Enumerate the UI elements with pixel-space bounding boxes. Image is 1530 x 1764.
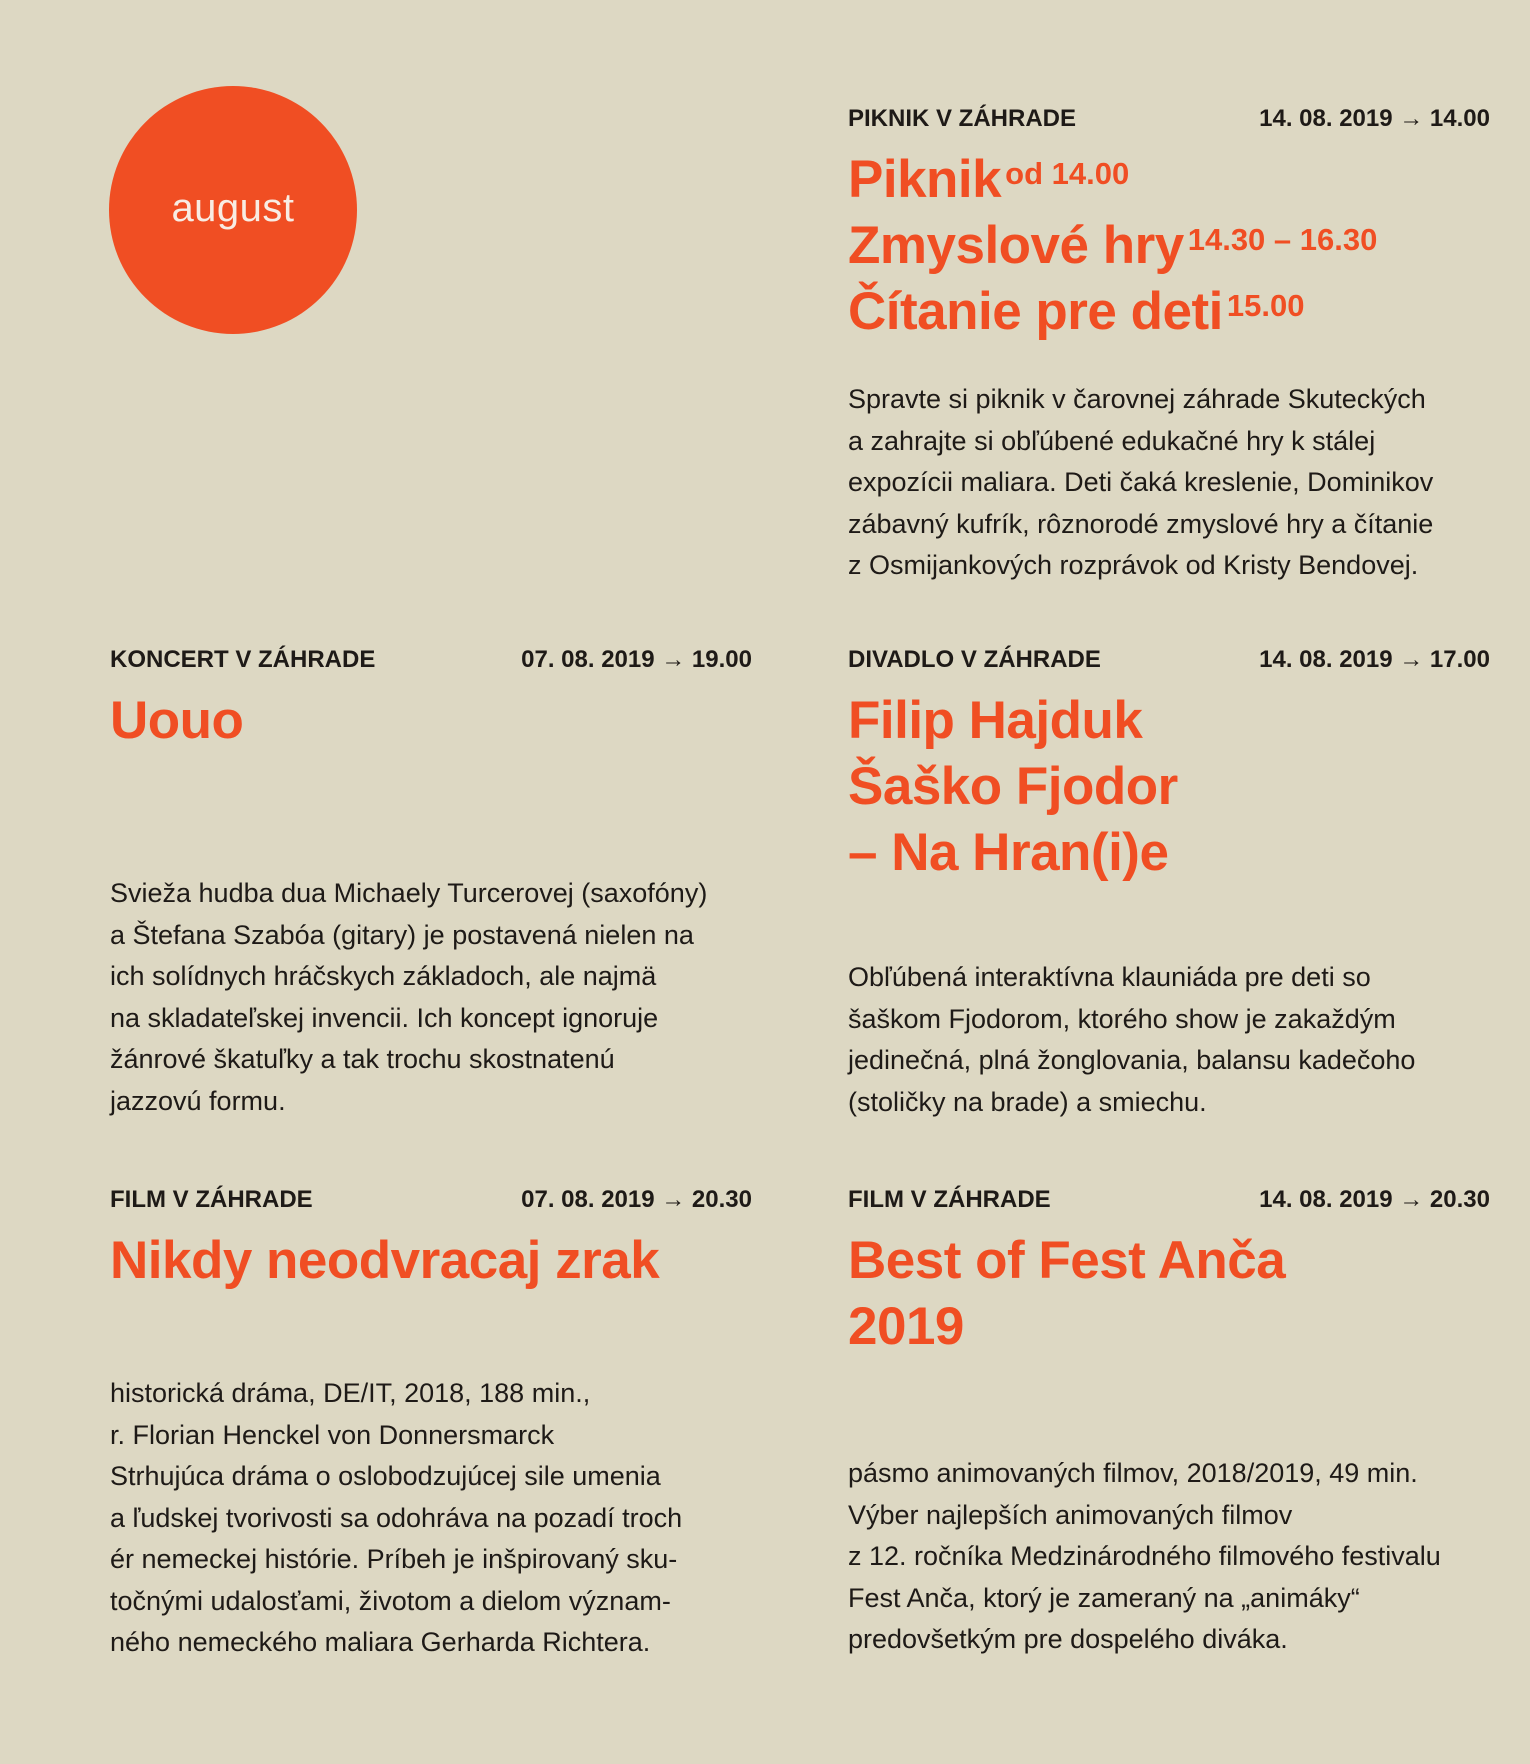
description-line: ér nemeckej histórie. Príbeh je inšpirovaný sku- [110, 1544, 678, 1574]
description-line: žánrové škatuľky a tak trochu skostnatenú [110, 1044, 615, 1074]
event-koncert [110, 643, 752, 1116]
description-line: ného nemeckého maliara Gerharda Richtera. [110, 1627, 651, 1657]
event-category: KONCERT V ZÁHRADE [110, 646, 376, 673]
event-title [848, 147, 1490, 345]
event-description [848, 1453, 1441, 1661]
event-title [848, 688, 1490, 886]
event-title [110, 688, 752, 754]
event-header [848, 102, 1490, 136]
description-line: Výber najlepších animovaných filmov [848, 1499, 1293, 1530]
event-category: PIKNIK V ZÁHRADE [848, 105, 1077, 132]
event-header [110, 643, 752, 677]
event-title [110, 1228, 752, 1294]
description-line: točnými udalosťami, životom a dielom význam- [110, 1585, 671, 1616]
title-line: Nikdy neodvracaj zrak [110, 1231, 660, 1290]
description-line: historická dráma, DE/IT, 2018, 188 min., [110, 1378, 591, 1408]
description-line: Strhujúca dráma o oslobodzujúcej sile umenia [110, 1461, 661, 1491]
event-description [848, 957, 1415, 1123]
event-date: 14. 08. 2019 → 14.00 [1259, 105, 1490, 132]
event-divadlo [848, 643, 1490, 1117]
event-date: 07. 08. 2019 → 20.30 [521, 1186, 752, 1213]
description-line: a ľudskej tvorivosti sa odohráva na pozadí troch [110, 1502, 683, 1533]
event-description [110, 1373, 682, 1664]
title-line: 2019 [848, 1297, 964, 1356]
title-text: Zmyslové hry [848, 216, 1184, 275]
description-line: z 12. ročníka Medzinárodného filmového festivalu [848, 1541, 1441, 1571]
event-category: FILM V ZÁHRADE [848, 1186, 1051, 1213]
description-line: a Štefana Szabóa (gitary) je postavená nielen na [110, 919, 694, 950]
description-line: z Osmijankových rozprávok od Kristy Bendovej. [848, 550, 1419, 580]
event-title [848, 1228, 1490, 1360]
description-line: Fest Anča, ktorý je zameraný na „animáky“ [848, 1582, 1360, 1613]
description-line: predovšetkým pre dospelého diváka. [848, 1624, 1288, 1654]
description-line: jedinečná, plná žonglovania, balansu kadečoho [848, 1045, 1416, 1075]
month-badge [109, 86, 357, 334]
title-line: – Na Hran(i)e [848, 823, 1169, 882]
description-line: pásmo animovaných filmov, 2018/2019, 49 min. [848, 1458, 1418, 1488]
description-line: a zahrajte si obľúbené edukačné hry k stálej [848, 425, 1376, 456]
title-line [848, 279, 1490, 345]
title-line [848, 147, 1490, 213]
event-category: FILM V ZÁHRADE [110, 1186, 313, 1213]
description-line: (stoličky na brade) a smiechu. [848, 1086, 1207, 1117]
event-film-nikdy-neodvracaj-zrak [110, 1183, 752, 1657]
title-line [848, 213, 1490, 279]
description-line: šaškom Fjodorom, ktorého show je zakaždým [848, 1003, 1396, 1034]
event-header [110, 1183, 752, 1217]
description-line: ich solídnych hráčskych základoch, ale najmä [110, 961, 657, 991]
title-text: Piknik [848, 150, 1002, 209]
event-header [848, 643, 1490, 677]
event-category: DIVADLO V ZÁHRADE [848, 646, 1101, 673]
event-date: 14. 08. 2019 → 17.00 [1259, 646, 1490, 673]
description-line: jazzovú formu. [110, 1085, 286, 1116]
event-description [848, 379, 1490, 587]
title-time: 14.30 – 16.30 [1187, 222, 1378, 257]
title-line: Filip Hajduk [848, 691, 1143, 750]
event-date: 14. 08. 2019 → 20.30 [1259, 1186, 1490, 1213]
title-line: Best of Fest Anča [848, 1231, 1286, 1290]
description-line: r. Florian Henckel von Donnersmarck [110, 1419, 555, 1450]
description-line: Spravte si piknik v čarovnej záhrade Skuteckých [848, 384, 1426, 414]
description-line: na skladateľskej invencii. Ich koncept ignoruje [110, 1002, 659, 1033]
event-piknik [848, 102, 1490, 587]
title-time: 15.00 [1226, 288, 1305, 323]
description-line: Obľúbená interaktívna klauniáda pre deti so [848, 962, 1371, 992]
event-header [848, 1183, 1490, 1217]
title-line: Šaško Fjodor [848, 757, 1178, 816]
event-film-best-of-fest-anca [848, 1183, 1490, 1654]
title-text: Čítanie pre deti [848, 282, 1223, 341]
description-line: Svieža hudba dua Michaely Turcerovej (saxofóny) [110, 878, 708, 908]
description-line: zábavný kufrík, rôznorodé zmyslové hry a čítanie [848, 508, 1434, 539]
event-date: 07. 08. 2019 → 19.00 [521, 646, 752, 673]
description-line: expozícii maliara. Deti čaká kreslenie, Dominikov [848, 467, 1434, 497]
event-description [110, 873, 707, 1122]
title-time: od 14.00 [1005, 156, 1130, 191]
month-label: august [171, 185, 295, 230]
title-line: Uouo [110, 691, 244, 750]
